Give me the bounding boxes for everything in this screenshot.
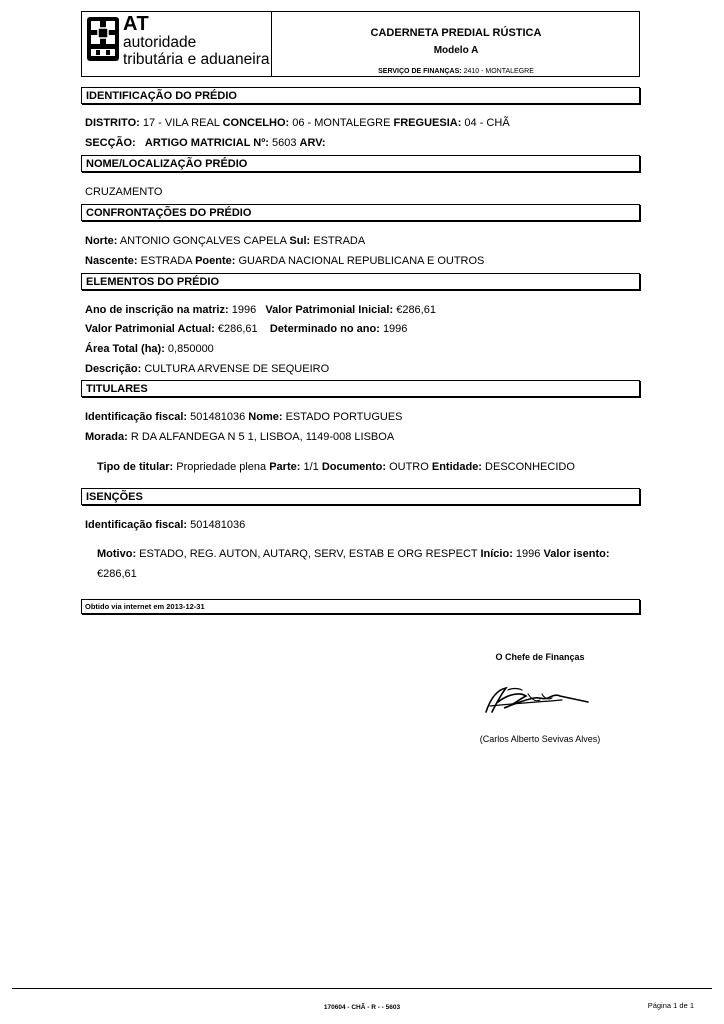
vpi-label: Valor Patrimonial Inicial: [265, 304, 394, 316]
inscricao-line [85, 303, 436, 317]
isencao-id-line [85, 518, 245, 532]
section-confrontacoes: CONFRONTAÇÕES DO PRÉDIO [81, 204, 640, 221]
nascente-label: Nascente: [85, 255, 138, 267]
distrito-label: DISTRITO: [85, 117, 140, 129]
morada-value: R DA ALFANDEGA N 5 1, LISBOA, 1149-008 LISBOA [130, 431, 395, 443]
sul-label: Sul: [289, 235, 311, 247]
vpa-label: Valor Patrimonial Actual: [85, 323, 215, 335]
norte-sul-line [85, 234, 365, 248]
poente-value: GUARDA NACIONAL REPUBLICANA E OUTROS [238, 255, 485, 267]
titular-nome-label: Nome: [248, 411, 283, 423]
documento-value: OUTRO [389, 461, 429, 473]
service-value: 2410 - MONTALEGRE [463, 68, 534, 75]
area-label: Área Total (ha): [85, 343, 165, 355]
document-model: Modelo A [433, 45, 479, 56]
localizacao-value: CRUZAMENTO [85, 186, 163, 198]
artigo-label: ARTIGO MATRICIAL Nº: [144, 137, 269, 149]
titular-id-line [85, 410, 403, 424]
tipo-value: Propriedade plena [176, 461, 267, 473]
norte-label: Norte: [85, 235, 118, 247]
valor-isento-value: €286,61 [97, 568, 137, 580]
nascente-poente-line [85, 254, 484, 268]
morada-line [85, 430, 394, 444]
det-value: 1996 [382, 323, 408, 335]
artigo-value: 5603 [271, 137, 297, 149]
area-line [85, 342, 214, 356]
distrito-value: 17 - VILA REAL [142, 117, 220, 129]
logo-line-2: tributária e aduaneira [123, 50, 270, 68]
valor-isento-label: Valor isento: [543, 548, 610, 560]
vpa-line [85, 322, 407, 336]
logo-line-1: autoridade [123, 34, 197, 51]
logo-text [123, 14, 270, 67]
parte-value: 1/1 [303, 461, 319, 473]
descricao-line [85, 362, 329, 376]
service-office [272, 68, 640, 75]
vpa-value: €286,61 [217, 323, 258, 335]
entidade-label: Entidade: [431, 461, 482, 473]
footer-code: 170604 - CHÃ - R - - 5603 [323, 1004, 401, 1011]
documento-label: Documento: [321, 461, 386, 473]
tipo-titular-line [97, 460, 575, 474]
poente-label: Poente: [195, 255, 236, 267]
entidade-value: DESCONHECIDO [485, 461, 575, 473]
matrix-line [85, 136, 326, 150]
titular-nif-label: Identificação fiscal: [85, 411, 188, 423]
parte-label: Parte: [269, 461, 301, 473]
ano-value: 1996 [231, 304, 257, 316]
document-title: CADERNETA PREDIAL RÚSTICA [370, 27, 542, 39]
isencao-nif-label: Identificação fiscal: [85, 519, 188, 531]
area-value: 0,850000 [167, 343, 214, 355]
motivo-value: ESTADO, REG. AUTON, AUTARQ, SERV, ESTAB E ORG RESPECT [139, 548, 478, 560]
tipo-label: Tipo de titular: [97, 461, 174, 473]
desc-value: CULTURA ARVENSE DE SEQUEIRO [144, 363, 330, 375]
seccao-label: SECÇÃO: [85, 137, 136, 149]
obtido-note: Obtido via internet em 2013-12-31 [81, 599, 640, 614]
signatory-title: O Chefe de Finanças [495, 652, 585, 662]
inicio-label: Início: [480, 548, 513, 560]
concelho-value: 06 - MONTALEGRE [292, 117, 391, 129]
motivo-label: Motivo: [97, 548, 137, 560]
section-isencoes: ISENÇÕES [81, 488, 640, 505]
concelho-label: CONCELHO: [222, 117, 290, 129]
morada-label: Morada: [85, 431, 128, 443]
inicio-value: 1996 [515, 548, 541, 560]
norte-value: ANTONIO GONÇALVES CAPELA [119, 235, 287, 247]
motivo-line [97, 547, 610, 561]
freguesia-label: FREGUESIA: [393, 117, 462, 129]
titular-nome-value: ESTADO PORTUGUES [285, 411, 403, 423]
section-titulares: TITULARES [81, 380, 640, 397]
arv-label: ARV: [299, 137, 326, 149]
page-number: Página 1 de 1 [647, 1001, 694, 1010]
signatory-name: (Carlos Alberto Sevivas Alves) [479, 734, 601, 744]
vpi-value: €286,61 [396, 304, 436, 316]
titular-nif-value: 501481036 [190, 411, 246, 423]
logo-at: AT [123, 13, 150, 35]
service-label: SERVIÇO DE FINANÇAS: [378, 68, 462, 75]
section-elementos: ELEMENTOS DO PRÉDIO [81, 273, 640, 290]
ano-label: Ano de inscrição na matriz: [85, 304, 229, 316]
section-identificacao: IDENTIFICAÇÃO DO PRÉDIO [81, 87, 640, 104]
sul-value: ESTRADA [313, 235, 366, 247]
handwritten-signature [478, 682, 594, 718]
isencao-nif-value: 501481036 [190, 519, 246, 531]
location-line [85, 116, 510, 130]
footer-rule [12, 988, 712, 989]
section-localizacao: NOME/LOCALIZAÇÃO PRÉDIO [81, 155, 640, 172]
nascente-value: ESTRADA [140, 255, 192, 267]
coat-of-arms-logo [86, 15, 120, 63]
det-label: Determinado no ano: [269, 323, 380, 335]
freguesia-value: 04 - CHÃ [464, 117, 510, 129]
desc-label: Descrição: [85, 363, 142, 375]
